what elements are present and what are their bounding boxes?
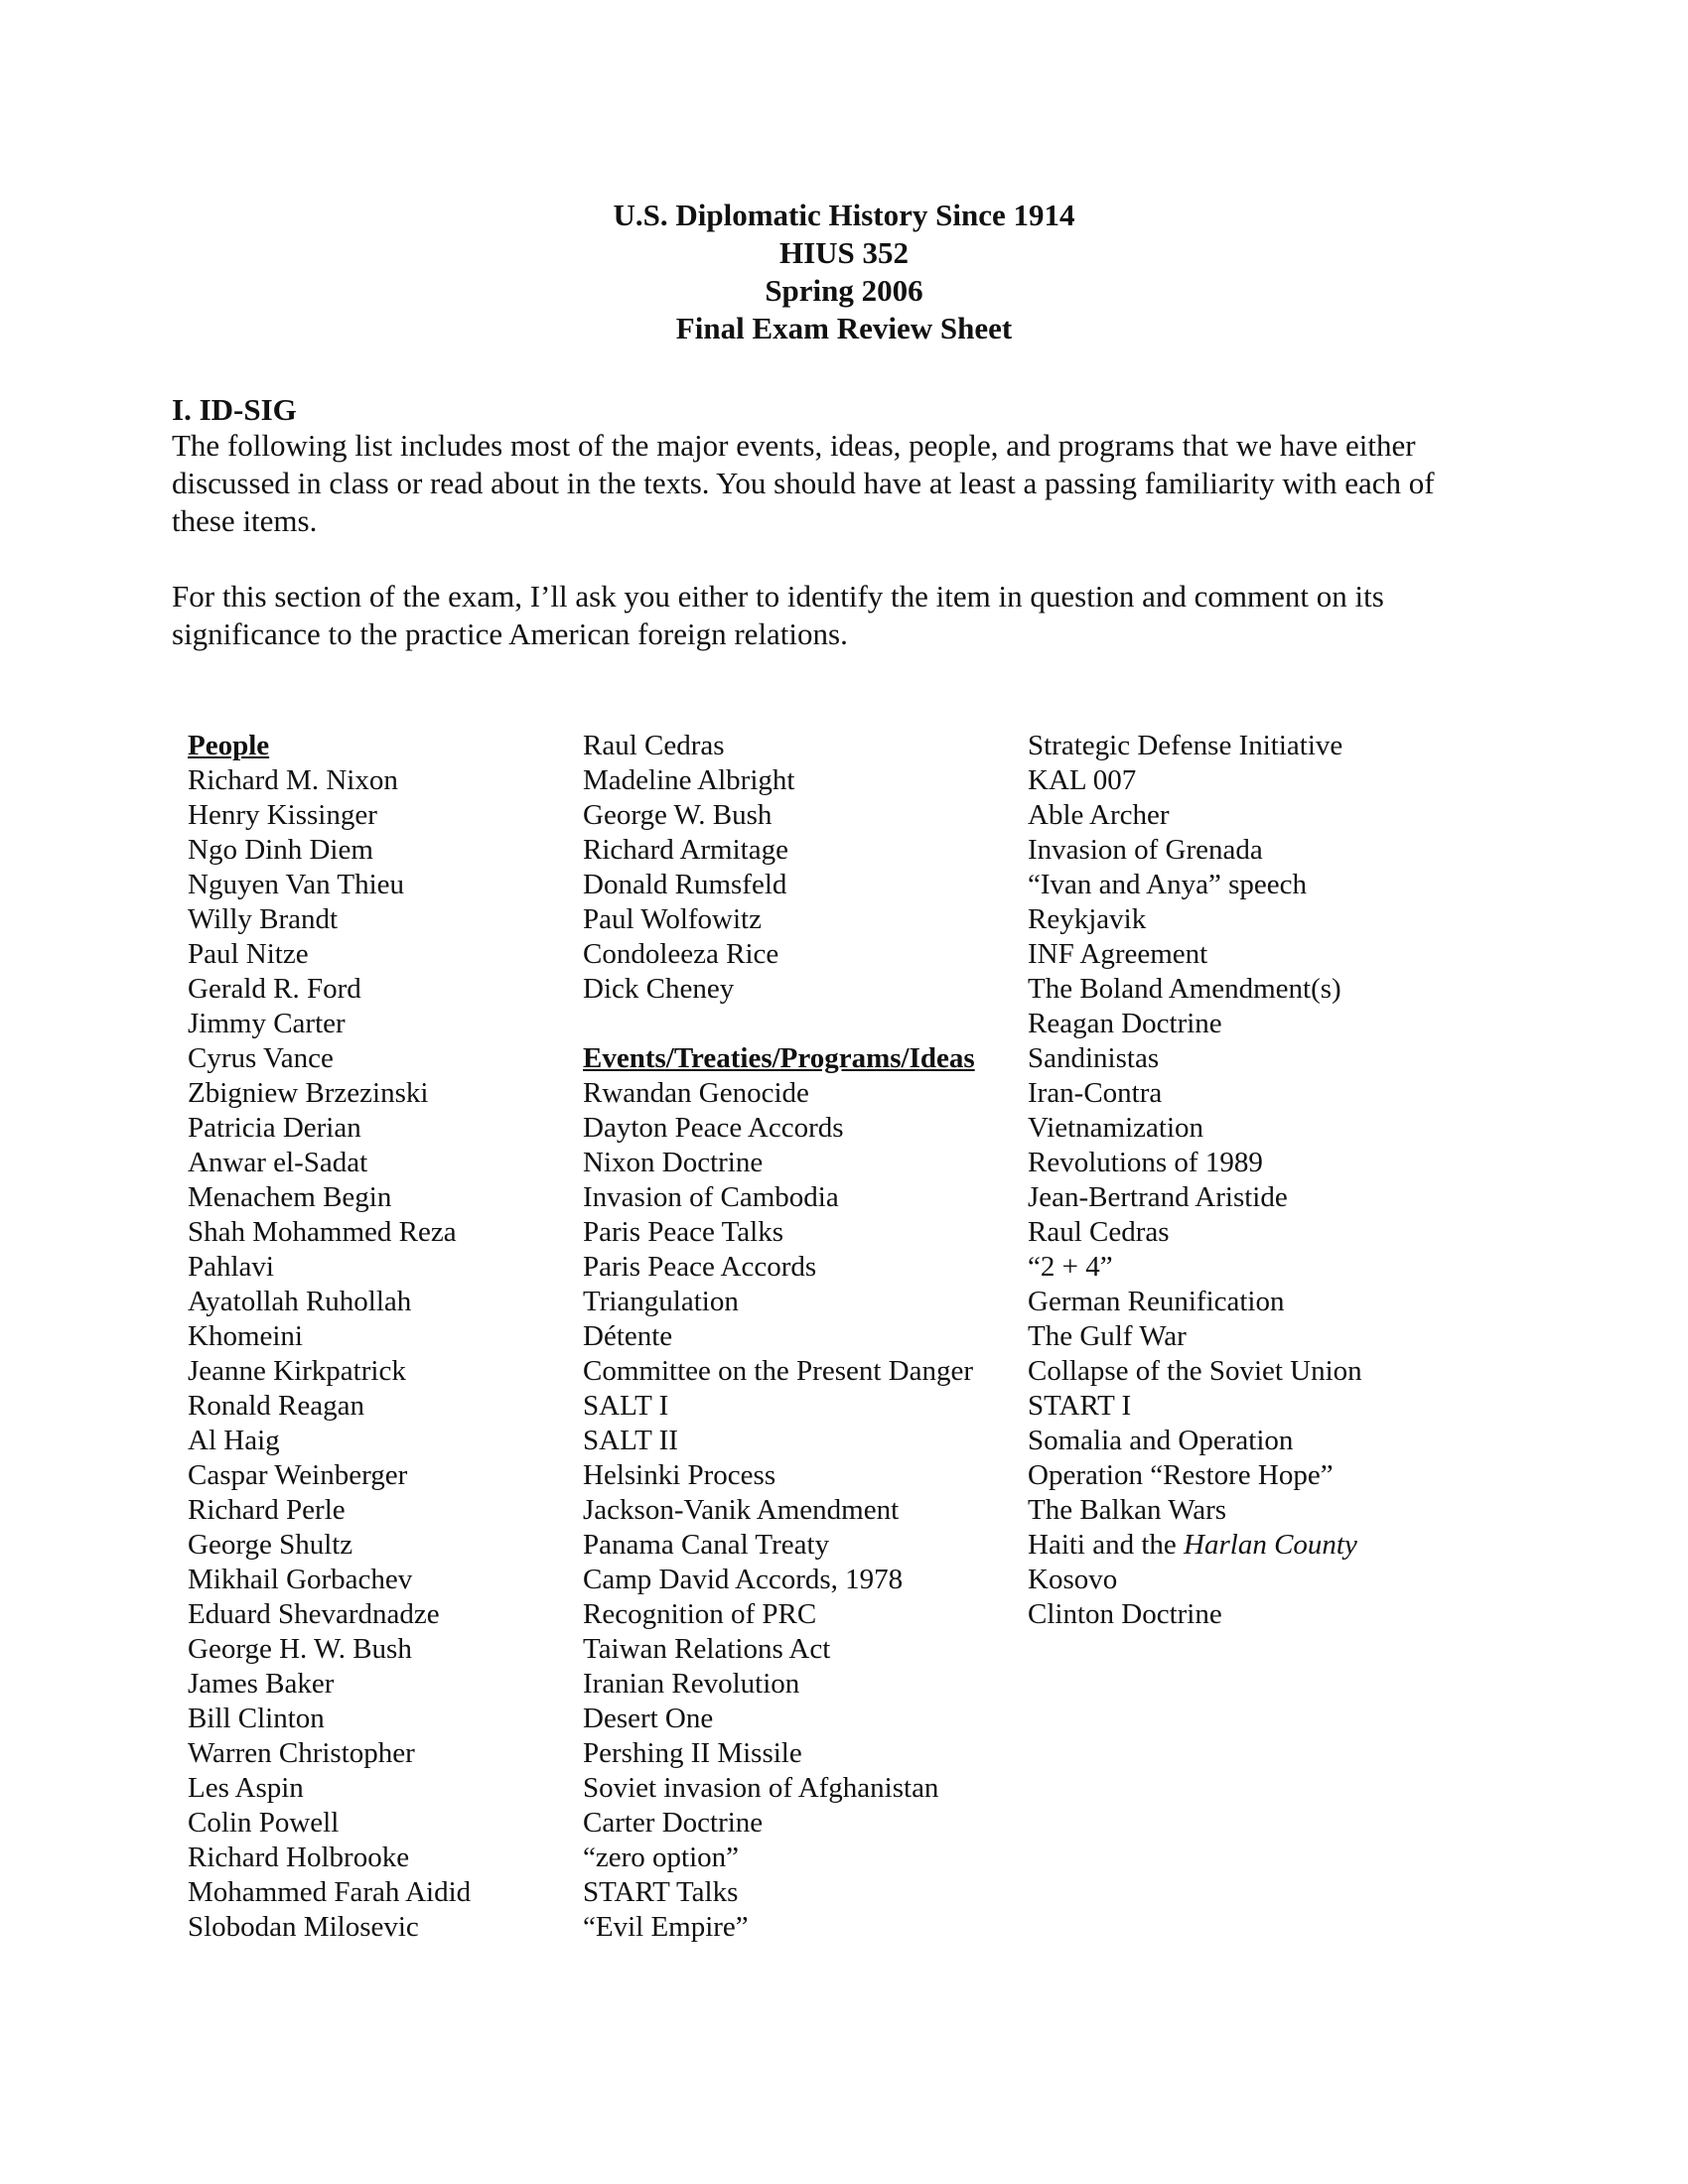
list-item: Strategic Defense Initiative <box>1028 730 1343 761</box>
list-item: Slobodan Milosevic <box>188 1911 419 1943</box>
list-item: Reagan Doctrine <box>1028 1008 1222 1039</box>
list-item: Soviet invasion of Afghanistan <box>583 1772 939 1804</box>
list-item: Somalia and Operation <box>1028 1425 1294 1456</box>
list-item: German Reunification <box>1028 1286 1285 1317</box>
list-item: Nixon Doctrine <box>583 1147 764 1178</box>
list-item: Jimmy Carter <box>188 1008 346 1039</box>
list-item: “Evil Empire” <box>583 1911 749 1943</box>
list-item: KAL 007 <box>1028 764 1137 796</box>
instructions-paragraph: For this section of the exam, I’ll ask you either to identify the item in question and comment on its significance to the practice American foreign relations. <box>172 579 1384 651</box>
column-heading-people: People <box>188 730 270 761</box>
document-header <box>0 197 1688 347</box>
list-item: Bill Clinton <box>188 1703 325 1734</box>
ship-name: Harlan County <box>1184 1529 1357 1561</box>
list-item: “zero option” <box>583 1842 740 1873</box>
list-item: SALT II <box>583 1425 678 1456</box>
item-text: Haiti and the <box>1028 1529 1185 1561</box>
list-item: Gerald R. Ford <box>188 973 361 1005</box>
people-column <box>188 729 471 1945</box>
list-item: Committee on the Present Danger <box>583 1355 974 1387</box>
list-item: Ayatollah Ruhollah <box>188 1286 412 1317</box>
list-item: George H. W. Bush <box>188 1633 412 1665</box>
list-item: Iran-Contra <box>1028 1077 1163 1109</box>
section-title: I. ID-SIG <box>172 392 297 427</box>
column-heading-events: Events/Treaties/Programs/Ideas <box>583 1042 975 1074</box>
list-item: Rwandan Genocide <box>583 1077 809 1109</box>
list-item: Reykjavik <box>1028 903 1147 935</box>
list-item: “2 + 4” <box>1028 1251 1113 1283</box>
course-title: U.S. Diplomatic History Since 1914 <box>613 198 1075 232</box>
intro-paragraph: The following list includes most of the major events, ideas, people, and programs that we have either discussed in class or read about in the texts. You should have at least a passing familiarity with each of these items. <box>172 428 1435 538</box>
list-item: Triangulation <box>583 1286 739 1317</box>
list-item: Paul Wolfowitz <box>583 903 762 935</box>
list-item: START Talks <box>583 1876 739 1908</box>
list-item: Détente <box>583 1320 673 1352</box>
list-item: Revolutions of 1989 <box>1028 1147 1263 1178</box>
list-item: Able Archer <box>1028 799 1170 831</box>
list-item: Zbigniew Brzezinski <box>188 1077 429 1109</box>
list-item: Desert One <box>583 1703 714 1734</box>
list-item: Richard Perle <box>188 1494 346 1526</box>
list-item: Paris Peace Accords <box>583 1251 817 1283</box>
list-item: Anwar el-Sadat <box>188 1147 368 1178</box>
list-item: Taiwan Relations Act <box>583 1633 831 1665</box>
list-item: Nguyen Van Thieu <box>188 869 405 900</box>
list-item: Caspar Weinberger <box>188 1459 408 1491</box>
list-item <box>1028 1528 1362 1563</box>
list-item: Paul Nitze <box>188 938 309 970</box>
list-item: Paris Peace Talks <box>583 1216 783 1248</box>
list-item: Menachem Begin <box>188 1181 392 1213</box>
list-item: Helsinki Process <box>583 1459 776 1491</box>
list-item: Al Haig <box>188 1425 280 1456</box>
events-column <box>583 729 975 1945</box>
list-item: Recognition of PRC <box>583 1598 817 1630</box>
list-item: Ronald Reagan <box>188 1390 364 1422</box>
list-item: George W. Bush <box>583 799 773 831</box>
list-item: Khomeini <box>188 1320 303 1352</box>
list-item: Vietnamization <box>1028 1112 1204 1144</box>
list-item: Invasion of Cambodia <box>583 1181 839 1213</box>
list-item: Kosovo <box>1028 1564 1118 1595</box>
list-item: Eduard Shevardnadze <box>188 1598 440 1630</box>
document-title: Final Exam Review Sheet <box>675 311 1013 345</box>
list-item: Shah Mohammed Reza <box>188 1216 457 1248</box>
list-item: Sandinistas <box>1028 1042 1160 1074</box>
list-item: James Baker <box>188 1668 335 1700</box>
list-item: Richard Holbrooke <box>188 1842 410 1873</box>
list-item: Operation “Restore Hope” <box>1028 1459 1334 1491</box>
list-item: Carter Doctrine <box>583 1807 764 1839</box>
list-item: Panama Canal Treaty <box>583 1529 830 1561</box>
list-item: Ngo Dinh Diem <box>188 834 373 866</box>
list-item: Warren Christopher <box>188 1737 415 1769</box>
list-item: Mikhail Gorbachev <box>188 1564 413 1595</box>
list-item: Colin Powell <box>188 1807 340 1839</box>
list-item: SALT I <box>583 1390 669 1422</box>
list-item: START I <box>1028 1390 1132 1422</box>
events-column-continued <box>1028 729 1362 1632</box>
list-item: Iranian Revolution <box>583 1668 800 1700</box>
list-item: Raul Cedras <box>1028 1216 1170 1248</box>
list-item: Madeline Albright <box>583 764 795 796</box>
list-item: Richard M. Nixon <box>188 764 398 796</box>
term: Spring 2006 <box>765 273 923 308</box>
list-item: Jeanne Kirkpatrick <box>188 1355 406 1387</box>
list-item: The Gulf War <box>1028 1320 1187 1352</box>
list-item: Cyrus Vance <box>188 1042 334 1074</box>
list-item: George Shultz <box>188 1529 353 1561</box>
list-item: Camp David Accords, 1978 <box>583 1564 904 1595</box>
list-item: Henry Kissinger <box>188 799 377 831</box>
list-item: Patricia Derian <box>188 1112 361 1144</box>
course-code: HIUS 352 <box>778 235 910 270</box>
list-item: Pershing II Missile <box>583 1737 802 1769</box>
list-item: Jackson-Vanik Amendment <box>583 1494 900 1526</box>
list-item: The Balkan Wars <box>1028 1494 1227 1526</box>
list-item: The Boland Amendment(s) <box>1028 973 1341 1005</box>
list-item: Collapse of the Soviet Union <box>1028 1355 1362 1387</box>
list-item: Willy Brandt <box>188 903 339 935</box>
list-item: Invasion of Grenada <box>1028 834 1263 866</box>
list-item: Condoleeza Rice <box>583 938 779 970</box>
list-item: “Ivan and Anya” speech <box>1028 869 1308 900</box>
list-item: Pahlavi <box>188 1251 274 1283</box>
list-item: Dick Cheney <box>583 973 735 1005</box>
list-item: Mohammed Farah Aidid <box>188 1876 472 1908</box>
list-item: Raul Cedras <box>583 730 725 761</box>
list-item: INF Agreement <box>1028 938 1208 970</box>
list-item: Clinton Doctrine <box>1028 1598 1222 1630</box>
list-item: Richard Armitage <box>583 834 788 866</box>
list-item: Dayton Peace Accords <box>583 1112 844 1144</box>
list-item: Donald Rumsfeld <box>583 869 787 900</box>
list-item: Les Aspin <box>188 1772 304 1804</box>
list-item: Jean-Bertrand Aristide <box>1028 1181 1288 1213</box>
